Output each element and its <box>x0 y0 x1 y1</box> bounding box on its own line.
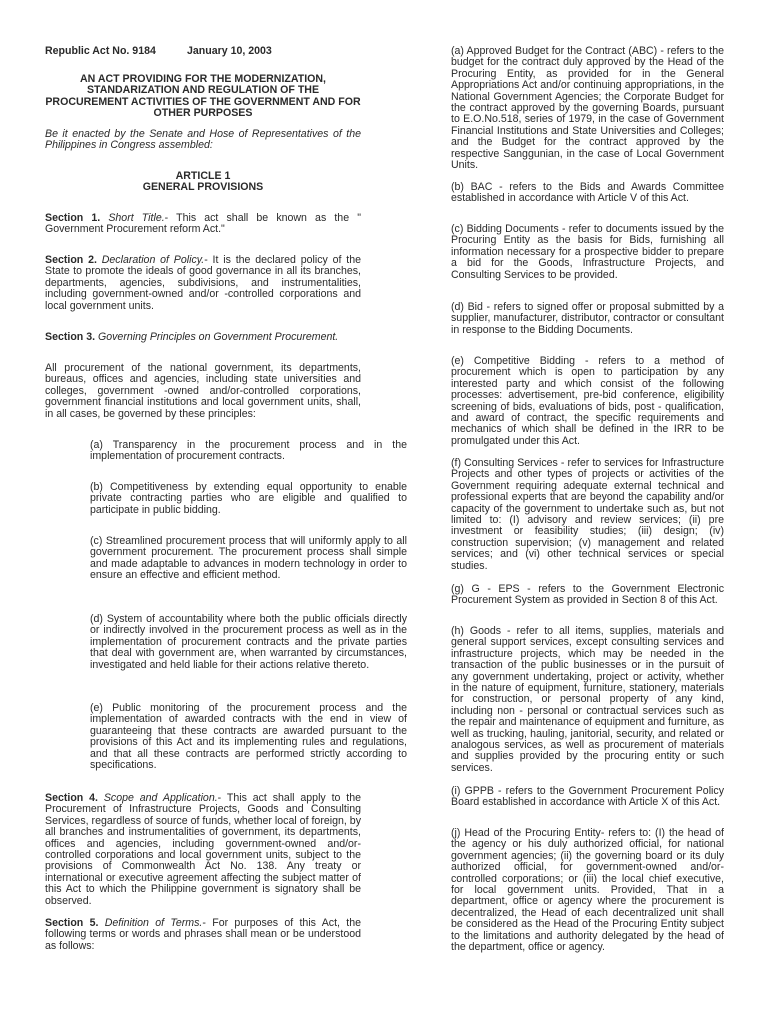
section-number: Section 3. <box>45 331 96 343</box>
principle-b: (b) Competitiveness by extending equal opportunity to enable private contracting parties who are eligible and qualified to participate in public bidding. <box>90 481 407 516</box>
principle-e: (e) Public monitoring of the procurement process and the implementation of awarded contracts with the end in view of guaranteeing that these contracts are awarded pursuant to the provisions of this Act and its implementing rules and regulations, and that all these contracts are performed strictly according to specifications. <box>90 702 407 772</box>
article-name: GENERAL PROVISIONS <box>142 181 264 194</box>
section-1 <box>45 213 361 236</box>
act-date: January 10, 2003 <box>187 45 272 57</box>
principle-d: (d) System of accountability where both the public officials directly or indirectly involved in the procurement process as well as in the implementation of procurement contracts and the private parties that deal with government are, when warranted by circumstances, investigated and held liable for their actions relative thereto. <box>90 613 407 671</box>
section-3-intro: All procurement of the national government, its departments, bureaus, offices and agencies, including state universities and colleges, government -owned and/or-controlled corporations, government financial institutions and local government units, shall, in all cases, be governed by these principles: <box>45 362 361 420</box>
section-text: - This act shall apply to the Procurement of Infrastructure Projects, Goods and Consulting Services, regardless of source of funds, whether local of foreign, by all branches and instrumentalities of government, its departments, offices and agencies, including government-owned and/or-controlled corporations and local government units, subject to the provisions of Commonwealth Act No. 138. Any treaty or international or executive agreement affecting the subject matter of this Act to which the Philippine government is signatory shall be observed. <box>45 792 362 907</box>
section-name: Definition of Terms. <box>104 917 203 929</box>
enacting-clause: Be it enacted by the Senate and Hose of Representatives of the Philippines in Congress assembled: <box>45 128 361 152</box>
act-header <box>45 46 361 57</box>
act-number: Republic Act No. 9184 <box>45 45 156 57</box>
definition-c: (c) Bidding Documents - refer to documents issued by the Procuring Entity as the basis for Bids, furnishing all information necessary for a prospective bidder to prepare a bid for the Goods, Infrastructure Projects, and Consulting Services to be provided. <box>451 223 724 281</box>
definition-b: (b) BAC - refers to the Bids and Awards Committee established in accordance with Article V of this Act. <box>451 181 724 205</box>
section-number: Section 4. <box>45 792 98 804</box>
article-number: ARTICLE 1 <box>175 170 231 182</box>
definition-e: (e) Competitive Bidding - refers to a method of procurement which is open to participation by any interested party and which consist of the following processes: advertisement, pre-bid conference, eligibility screening of bids, evaluations of bids, post - qualification, and award of contract, the specific requirements and mechanics of which shall be defined in the IRR to be promulgated under this Act. <box>451 355 724 447</box>
section-2 <box>45 255 361 312</box>
definition-a: (a) Approved Budget for the Contract (ABC) - refers to the budget for the contract duly approved by the Head of the Procuring Entity, as provided for in the General Appropriations Act and/or continuing appropriations, in the National Government Agencies; the Corporate Budget for the contract approved by the governing Boards, pursuant to E.O.No.518, series of 1979, in the case of Government Financial Institutions and State Universities and Colleges; and the Budget for the contract approved by the respective Sanggunian, in the case of Local Government Units. <box>451 45 724 172</box>
act-title: AN ACT PROVIDING FOR THE MODERNIZATION, STANDARIZATION AND REGULATION OF THE PROCUREMENT ACTIVITIES OF THE GOVERNMENT AND FOR OTHER PURPOSES <box>45 73 361 120</box>
principle-a: (a) Transparency in the procurement process and in the implementation of procurement contracts. <box>90 439 407 463</box>
definition-j: (j) Head of the Procuring Entity- refers to: (I) the head of the agency or his duly authorized official, for national government agencies; (ii) the governing board or its duly authorized official, for government-owned and/or-controlled corporations; or (iii) the local chief executive, for local government units. Provided, That in a department, office or agency where the procurement is decentralized, the Head of each decentralized unit shall be considered as the Head of the Procuring Entity subject to the limitations and authority delegated by the head of the department, office or agency. <box>451 827 724 954</box>
section-3-heading <box>45 332 361 343</box>
definition-g: (g) G - EPS - refers to the Government Electronic Procurement System as provided in Section 8 of this Act. <box>451 583 724 607</box>
section-text: - It is the declared policy of the State to promote the ideals of good governance in all its branches, departments, agencies, subdivisions, and instrumentalities, including government-owned and/or -controlled corporations and local government units. <box>45 254 361 312</box>
section-4 <box>45 793 361 907</box>
definition-d: (d) Bid - refers to signed offer or proposal submitted by a supplier, manufacturer, distributor, contractor or consultant in response to the Bidding Documents. <box>451 301 724 336</box>
section-name: Declaration of Policy. <box>101 254 205 266</box>
article-heading <box>45 171 361 194</box>
definition-f: (f) Consulting Services - refer to services for Infrastructure Projects and other types of projects or activities of the Government requiring adequate external technical and professional experts that are beyond the capability and/or capacity of the government to undertake such as, but not limited to: (I) advisory and review services; (ii) pre investment or feasibility studies; (iii) design; (iv) construction supervision; (v) management and related services; and (vi) other technical services or special studies. <box>451 457 724 572</box>
section-name: Scope and Application. <box>103 792 218 804</box>
section-text: - For purposes of this Act, the following terms or words and phrases shall mean or be understood as follows: <box>45 917 361 952</box>
principle-c: (c) Streamlined procurement process that will uniformly apply to all government procurement. The procurement process shall simple and made adaptable to advances in modern technology in order to ensure an effective and efficient method. <box>90 535 407 582</box>
section-number: Section 1. <box>45 212 101 224</box>
section-name: Short Title. <box>108 212 165 224</box>
section-name: Governing Principles on Government Procurement. <box>98 331 339 343</box>
section-number: Section 2. <box>45 254 97 266</box>
section-number: Section 5. <box>45 917 99 929</box>
section-text: - This act shall be known as the " Government Procurement reform Act." <box>45 212 361 236</box>
section-5 <box>45 918 361 952</box>
definition-h: (h) Goods - refer to all items, supplies, materials and general support services, except consulting services and infrastructure projects, which may be needed in the transaction of the public businesses or in the pursuit of any government undertaking, project or activity, whether in the nature of equipment, furniture, stationery, materials for construction, or personal property of any kind, including non - personal or contractual services such as the repair and maintenance of equipment and furniture, as well as trucking, hauling, janitorial, security, and related or analogous services, as well as procurement of materials and supplies provided by the procuring entity or such services. <box>451 625 724 774</box>
definition-i: (i) GPPB - refers to the Government Procurement Policy Board established in accordance with Article X of this Act. <box>451 785 724 809</box>
